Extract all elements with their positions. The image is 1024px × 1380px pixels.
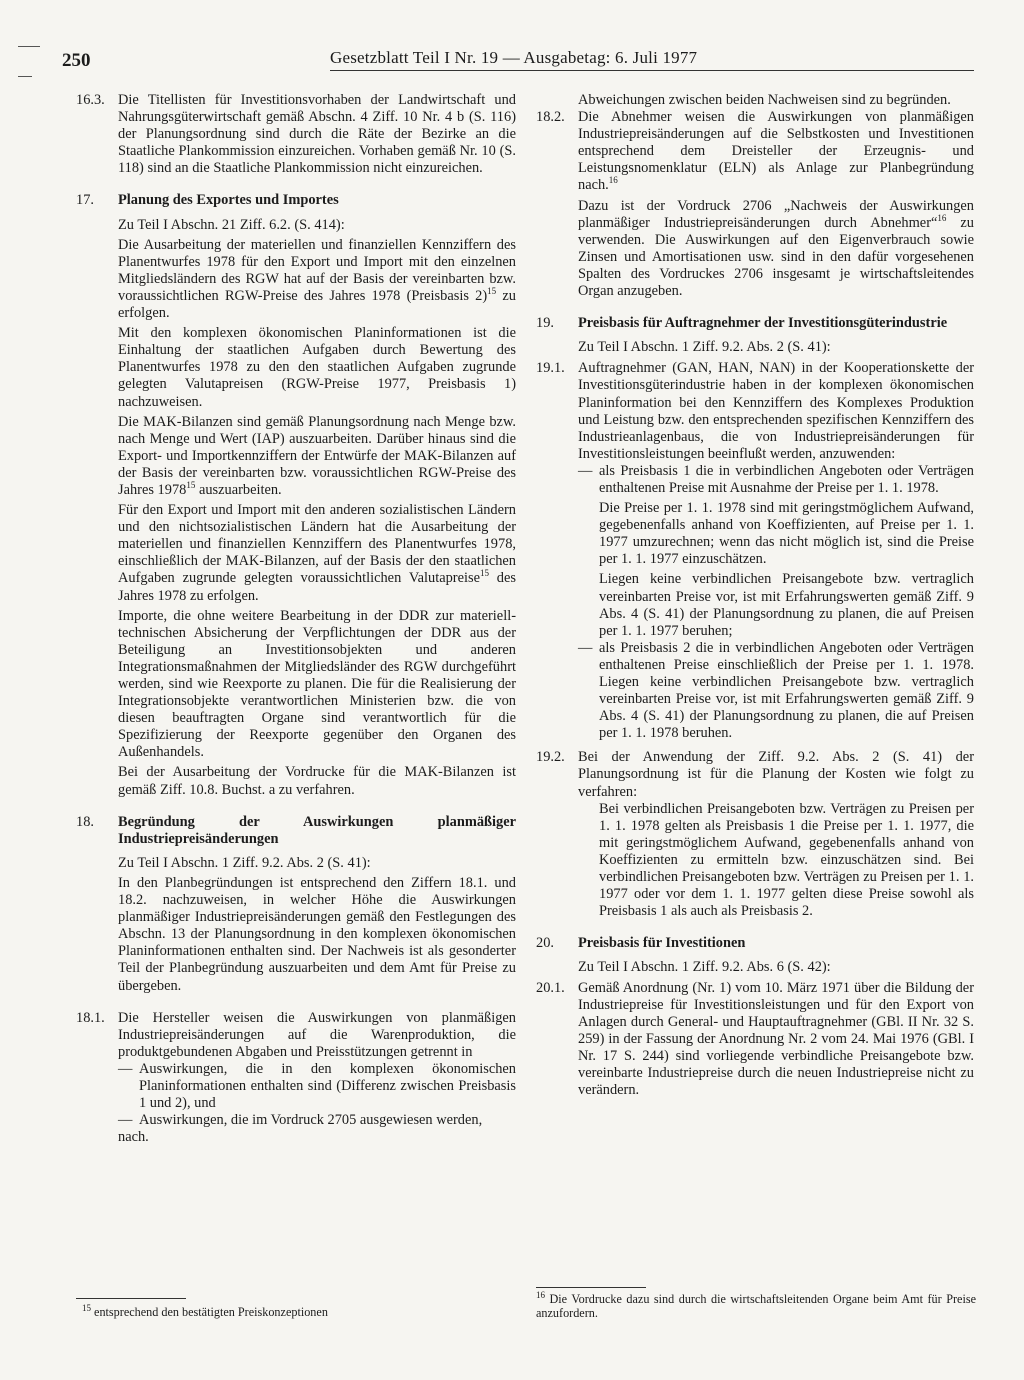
paragraph: Die Abnehmer weisen die Auswirkungen von planmäßigen Industriepreisänderungen auf die Selbstkosten und Investitionen entsprechend dem Dreisteller der Erzeugnis- und Leistungsnomenklatur (ELN) als Anlage zur Planbegründung nach.$^{16}$ (578, 109, 974, 194)
section-number: 18.1. (76, 1009, 105, 1026)
footnote-mark: 16 (608, 175, 618, 186)
margin-mark (18, 76, 32, 77)
section-number: 19.2. (536, 749, 565, 766)
footnote-mark: 15 (82, 1302, 91, 1313)
section-18-1 (76, 1010, 516, 1147)
section-number: 17. (76, 192, 94, 209)
paragraph: Gemäß Anordnung (Nr. 1) vom 10. März 1971 über die Bildung der Industriepreise für Investitionsleistungen und für den Export von Anlagen durch General- und Hauptauftragnehmer (GBl. II Nr. 32 S. 259) in der Fassung der Anordnung Nr. 2 vom 24. Mai 1976 (GBl. I Nr. 17 S. 244) sind vorliegende verbindliche Preisangebote bzw. vereinbarte Industriepreise durch die neuen Industriepreise nicht zu verändern. (578, 979, 974, 1099)
paragraph: Die MAK-Bilanzen sind gemäß Planungsordnung nach Menge bzw. nach Menge und Wert (IAP) auszuarbeiten. Darüber hinaus sind die Export- und Importkennziffern der Entwürfe der MAK-Bilanzen auf der Basis der vereinbarten bzw. voraussichtlichen RGW-Preise des Jahres 1978$^{15}$ auszuarbeiten. (118, 413, 516, 498)
section-number: 19.1. (536, 360, 565, 377)
section-number: 19. (536, 315, 554, 332)
paragraph: Die Ausarbeitung der materiellen und finanziellen Kennziffern des Planentwurfes 1978 für den Export und Import mit den einzelnen Mitgliedsländern des RGW hat auf der Basis der vereinbarten bzw. voraussichtlichen RGW-Preise des Jahres 1978 (Preisbasis 2)$^{15}$ zu erfolgen. (118, 236, 516, 322)
paragraph: Importe, die ohne weitere Bearbeitung in der DDR zur materiell-technischen Absicherung der Verpflichtungen der DDR aus der Beteiligung an Investitionsobjekten und anderen Integrationsmaßnahmen der Mitgliedsländer des RGW durchgeführt werden, sind wie Reexporte zu planen. Die für die Realisierung der Integrationsobjekte verantwortlichen Ministerien bzw. die von diesen beauftragten Organe sind verantwortlich für die Spezifizierung der Reexporte gegenüber den Organen des Außenhandels. (118, 607, 516, 761)
paragraph: Abweichungen zwischen beiden Nachweisen sind zu begründen. (578, 92, 951, 108)
section-heading: Planung des Exportes und Importes (118, 192, 339, 209)
paragraph: Bei der Ausarbeitung der Vordrucke für die MAK-Bilanzen ist gemäß Ziff. 10.8. Buchst. a zu verfahren. (118, 764, 516, 798)
section-19-1 (536, 360, 974, 742)
header-rule (330, 70, 974, 71)
page-number: 250 (62, 50, 91, 71)
paragraph: Die Hersteller weisen die Auswirkungen von planmäßigen Industriepreisänderungen auf die Warenproduktion, die produktgebundenen Abgaben und Preisstützungen getrennt in (118, 1009, 516, 1060)
paragraph: Für den Export und Import mit den anderen sozialistischen Ländern und den nichtsozialistischen Ländern hat die Ausarbeitung der materiellen und finanziellen Kennziffern des Planentwurfes 1978, einschließlich der MAK-Bilanzen, auf der Basis der den staatlichen Aufgaben zugrunde gelegten voraussichtlichen Valutapreise$^{15}$ des Jahres 1978 zu erfolgen. (118, 502, 516, 604)
paragraph: Die Titellisten für Investitionsvorhaben der Landwirtschaft und Nahrungsgüterwirtschaft gemäß Abschn. 4 Ziff. 10 Nr. 4 b (S. 116) der Planungsordnung sind durch die Räte der Bezirke an die Staatliche Plankommission einzureichen. Vorhaben gemäß Nr. 10 (S. 118) sind an die Staatliche Plankommission nicht einzureichen. (118, 92, 516, 177)
section-number: 20. (536, 935, 554, 952)
list-item: — Auswirkungen, die in den komplexen ökonomischen Planinformationen enthalten sind (Differenz zwischen Preisbasis 1 und 2), und (118, 1060, 516, 1112)
footnote-rule (76, 1298, 186, 1299)
reference-line: Zu Teil I Abschn. 21 Ziff. 6.2. (S. 414): (118, 216, 345, 233)
footnote-mark: 15 (487, 286, 497, 297)
reference-line: Zu Teil I Abschn. 1 Ziff. 9.2. Abs. 2 (S. 41): (118, 854, 371, 871)
section-16-3 (76, 92, 516, 177)
section-heading: Preisbasis für Auftragnehmer der Investitionsgüterindustrie (578, 315, 948, 332)
reference-line: Zu Teil I Abschn. 1 Ziff. 9.2. Abs. 6 (S. 42): (578, 959, 831, 976)
footnote-16: $^{16}$ Die Vordrucke dazu sind durch die wirtschaftsleitenden Organe beim Amt für Preise anzufordern. (536, 1289, 976, 1320)
paragraph: In den Planbegründungen ist entsprechend den Ziffern 18.1. und 18.2. nachzuweisen, in welcher Höhe die Auswirkungen planmäßiger Industriepreisänderungen gemäß den Festlegungen des Abschn. 13 der Planungsordnung in den komplexen ökonomischen Planinformationen enthalten sind. Der Nachweis ist als gesonderter Teil der Planbegründung auszuarbeiten und dem Amt für Preise zu übergeben. (118, 874, 516, 994)
footnote-mark: 15 (186, 480, 196, 491)
right-column (536, 92, 974, 1099)
section-19-2 (536, 749, 974, 920)
footnote-15: $^{15}$ entsprechend den bestätigten Preiskonzeptionen (82, 1302, 328, 1319)
footnote-rule (536, 1287, 646, 1288)
reference-line: Zu Teil I Abschn. 1 Ziff. 9.2. Abs. 2 (S. 41): (578, 339, 831, 356)
section-17 (76, 192, 516, 798)
left-column (76, 92, 516, 1146)
section-number: 18.2. (536, 109, 565, 126)
paragraph: Bei verbindlichen Preisangeboten bzw. Verträgen zu Preisen per 1. 1. 1978 gelten als Preisbasis 1 die Preise per 1. 1. 1977, die mit geringstmöglichem Aufwand, gegebenenfalls anhand von Koeffizienten zu ermitteln bzw. einzuschätzen sind. Bei verbindlichen Preisangeboten bzw. Verträgen zu Preisen per 1. 1. 1977 oder vor dem 1. 1. 1977 gelten diese Preise sowohl als Preisbasis 1 als auch als Preisbasis 2. (599, 800, 974, 920)
paragraph: nach. (118, 1129, 149, 1146)
running-header: Gesetzblatt Teil I Nr. 19 — Ausgabetag: 6. Juli 1977 (330, 48, 698, 67)
section-20 (536, 935, 974, 976)
footnote-mark: 16 (536, 1289, 545, 1300)
section-heading: Preisbasis für Investitionen (578, 935, 746, 952)
list-item: — als Preisbasis 2 die in verbindlichen Angeboten oder Verträgen enthaltenen Preise einschließlich der Preise per 1. 1. 1978. Liegen keine verbindlichen Preisangebote bzw. vertraglich vereinbarten Preise vor, ist mit Erfahrungswerten gemäß Ziff. 9 Abs. 4 (S. 41) der Planungsordnung zu planen, die auf Preisen per 1. 1. 1978 beruhen. (578, 639, 974, 742)
section-18 (76, 814, 516, 995)
section-18-2 (536, 109, 974, 300)
section-heading: Begründung der Auswirkungen planmäßiger Industriepreisänderungen (118, 813, 516, 847)
section-number: 20.1. (536, 979, 565, 996)
paragraph: Dazu ist der Vordruck 2706 „Nachweis der Auswirkungen planmäßiger Industriepreisänderungen durch Abnehmer“$^{16}$ zu verwenden. Die Auswirkungen auf den Eigenverbrauch sowie Zinsen und Amortisationen usw. sind in den dafür vorgesehenen Spalten des Vordruckes 2706 insgesamt je wirtschaftsleitendes Organ anzugeben. (578, 197, 974, 300)
list-item: — als Preisbasis 1 die in verbindlichen Angeboten oder Verträgen enthaltenen Preise mit Ausnahme der Preise per 1. 1. 1978. Die Preise per 1. 1. 1978 sind mit geringstmöglichem Aufwand, gegebenenfalls anhand von Koeffizienten, auf Preise per 1. 1. 1977 umzurechnen; wenn das nicht möglich ist, sind die Preise per 1. 1. 1977 einzuschätzen. Liegen keine verbindlichen Preisangebote bzw. vertraglich vereinbarten Preise vor, ist mit Erfahrungswerten gemäß Ziff. 9 Abs. 4 (S. 41) der Planungsordnung zu planen, die auf Preisen per 1. 1. 1977 beruhen; (578, 462, 974, 639)
footnote-mark: 16 (937, 212, 947, 223)
section-number: 18. (76, 813, 94, 830)
paragraph: Mit den komplexen ökonomischen Planinformationen ist die Einhaltung der staatlichen Aufgaben durch Bewertung des Planentwurfes 1978 zu den den staatlichen Aufgaben zugrunde gelegten Valutapreisen (RGW-Preise 1977, Preisbasis 1) nachzuweisen. (118, 325, 516, 410)
footnote-mark: 15 (479, 568, 489, 579)
section-18-1-continued (536, 92, 974, 109)
list-item: — Auswirkungen, die im Vordruck 2705 ausgewiesen werden, (118, 1112, 483, 1129)
margin-mark (18, 46, 40, 47)
section-20-1 (536, 980, 974, 1100)
section-19 (536, 315, 974, 356)
paragraph: Bei der Anwendung der Ziff. 9.2. Abs. 2 (S. 41) der Planungsordnung ist für die Planung der Kosten wie folgt zu verfahren: (578, 749, 974, 800)
section-number: 16.3. (76, 92, 105, 108)
paragraph: Auftragnehmer (GAN, HAN, NAN) in der Kooperationskette der Investitionsgüterindustrie haben in der komplexen ökonomischen Planinformation bei den Kennziffern des Komplexes Produktion und Leistung bzw. den entsprechenden spezifischen Kennziffern des Industrieanlagenbaus, die von Industriepreisänderungen für Investitionsleistungen beeinflußt werden, anzuwenden: (578, 360, 974, 462)
